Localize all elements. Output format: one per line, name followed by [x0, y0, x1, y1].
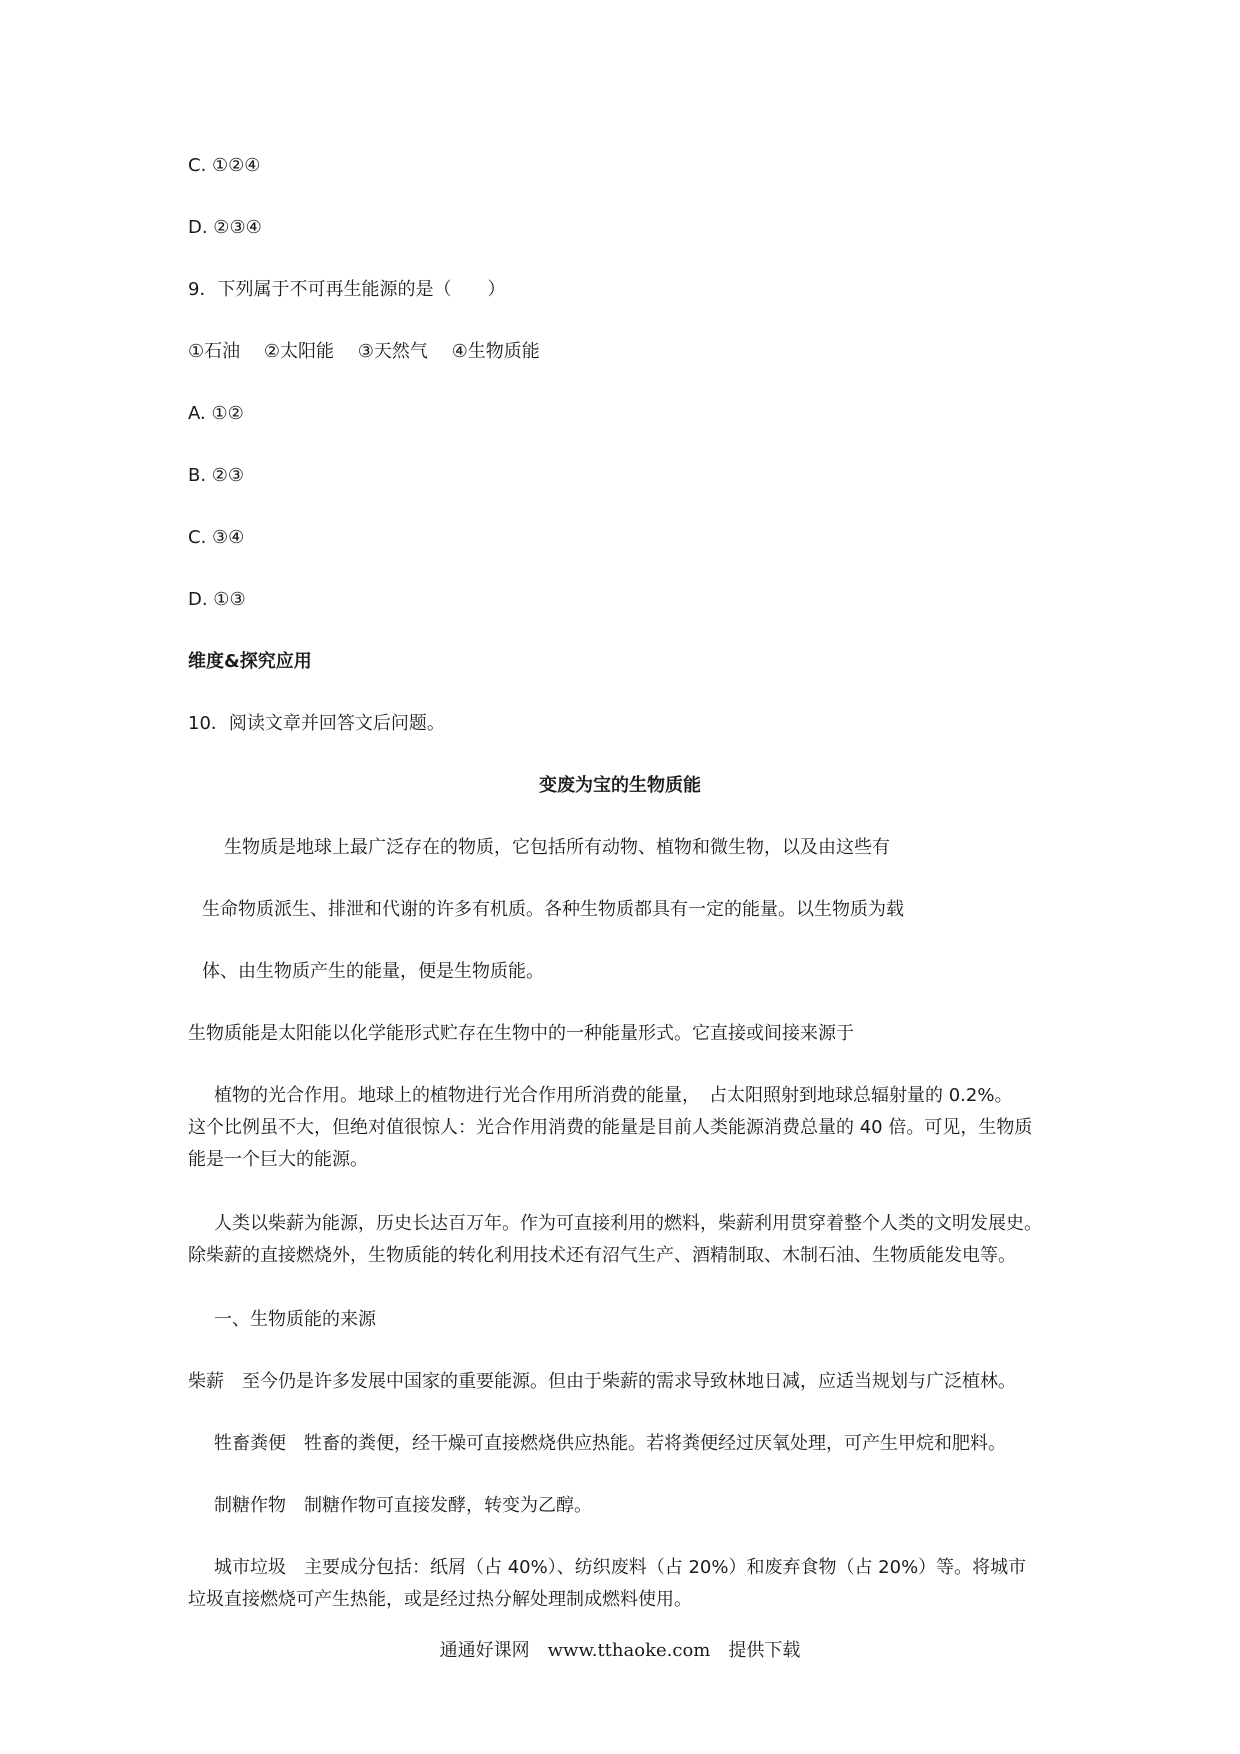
article-line: 柴薪 至今仍是许多发展中国家的重要能源。但由于柴薪的需求导致林地日减，应适当规划与广泛植林。 — [188, 1371, 1016, 1392]
article-line: 生物质能是太阳能以化学能形式贮存在生物中的一种能量形式。它直接或间接来源于 — [188, 1023, 854, 1044]
q8-option-d: D. ②③④ — [188, 217, 262, 238]
article-line: 垃圾直接燃烧可产生热能，或是经过热分解处理制成燃料使用。 — [188, 1589, 692, 1610]
q9-option-b: B. ②③ — [188, 465, 245, 486]
q9-option-c: C. ③④ — [188, 527, 245, 548]
q8-option-c: C. ①②④ — [188, 155, 261, 176]
q9-option-a: A. ①② — [188, 403, 244, 424]
article-line: 生物质是地球上最广泛存在的物质，它包括所有动物、植物和微生物，以及由这些有 — [224, 837, 890, 858]
page-footer: 通通好课网 www.tthaoke.com 提供下载 — [439, 1640, 801, 1661]
q9-option-d: D. ①③ — [188, 589, 246, 610]
article-subheading: 一、生物质能的来源 — [214, 1309, 376, 1330]
section-heading: 维度&探究应用 — [188, 651, 312, 672]
article-line: 植物的光合作用。地球上的植物进行光合作用所消费的能量， 占太阳照射到地球总辐射量的 0.2%。 — [214, 1085, 1013, 1106]
article-line: 能是一个巨大的能源。 — [188, 1149, 368, 1170]
article-line: 除柴薪的直接燃烧外，生物质能的转化利用技术还有沼气生产、酒精制取、木制石油、生物质能发电等。 — [188, 1245, 1016, 1266]
article-line: 生命物质派生、排泄和代谢的许多有机质。各种生物质都具有一定的能量。以生物质为载 — [202, 899, 904, 920]
q9-items: ①石油 ②太阳能 ③天然气 ④生物质能 — [188, 341, 540, 362]
article-title: 变废为宝的生物质能 — [539, 775, 701, 796]
article-line: 城市垃圾 主要成分包括：纸屑（占 40%）、纺织废料（占 20%）和废弃食物（占 20%）等。将城市 — [214, 1557, 1027, 1578]
q10-stem: 10．阅读文章并回答文后问题。 — [188, 713, 445, 734]
article-line: 体、由生物质产生的能量，便是生物质能。 — [202, 961, 544, 982]
article-line: 这个比例虽不大，但绝对值很惊人：光合作用消费的能量是目前人类能源消费总量的 40 倍。可见，生物质 — [188, 1117, 1033, 1138]
article-line: 制糖作物 制糖作物可直接发酵，转变为乙醇。 — [214, 1495, 592, 1516]
q9-stem: 9．下列属于不可再生能源的是（ ） — [188, 279, 506, 300]
article-line: 牲畜粪便 牲畜的粪便，经干燥可直接燃烧供应热能。若将粪便经过厌氧处理，可产生甲烷和肥料。 — [214, 1433, 1006, 1454]
article-line: 人类以柴薪为能源，历史长达百万年。作为可直接利用的燃料，柴薪利用贯穿着整个人类的文明发展史。 — [214, 1213, 1042, 1234]
